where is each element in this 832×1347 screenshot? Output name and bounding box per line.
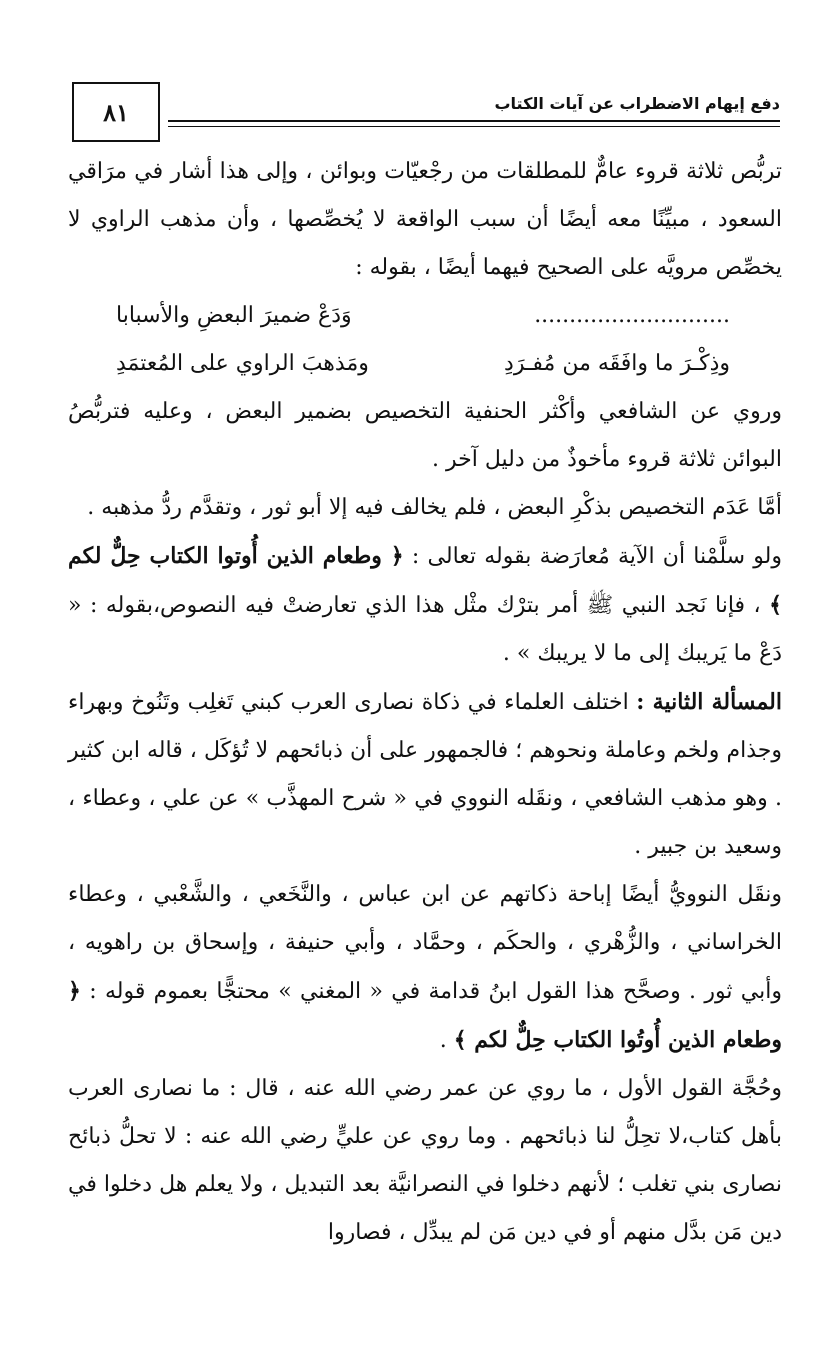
quran-verse: ﴿ وطعام الذين أُوتوا الكتاب حِلٌّ لكم ﴾ [68,543,782,618]
verse-hemistich-left: ومَذهبَ الراوي على المُعتمَدِ [116,351,369,376]
paragraph: وحُجَّة القول الأول ، ما روي عن عمر رضي الله عنه ، قال : ما نصارى العرب بأهل كتاب،لا تحِلُّ لنا ذبائحهم . وما روي عن عليٍّ رضي الله عنه : لا تحلُّ ذبائح نصارى بني تغلب ؛ لأنهم دخلوا في النصرانيَّة بعد التبديل ، ولا يعلم هل دخلوا في دين مَن بدَّل منهم أو في دين مَن لم يبدِّل ، فصاروا [68,1076,782,1245]
paragraph: أمَّا عَدَم التخصيص بذكْرِ البعض ، فلم يخالف فيه إلا أبو ثور ، وتقدَّم ردُّ مذهبه . [87,495,782,520]
header-rule-thick [168,120,780,122]
verse-hemistich-right: وذِكْـرَ ما وافَقَه من مُفـرَدِ [504,351,730,376]
verse-line-2 [68,340,782,388]
verse-hemistich-right: ............................ [534,303,730,328]
paragraph: وروي عن الشافعي وأكْثر الحنفية التخصيص بضمير البعض ، وعليه فتربُّصُ البوائن ثلاثة قروء مأخوذٌ من دليل آخر . [68,399,782,472]
paragraph [68,532,782,678]
running-title: دفع إيهام الاضطراب عن آيات الكتاب [494,94,780,113]
quran-verse: ﴿ وطعام الذين أُوتُوا الكتاب حِلٌّ لكم ﴾ [68,978,782,1053]
page-body [68,148,782,1257]
paragraph-text: اختلف العلماء في ذكاة نصارى العرب كبني تَغلِب وتَنُوخ وبهراء وجذام ولخم وعاملة ونحوهم ؛ فالجمهور على أن ذبائحهم لا تُؤكَل ، قاله ابن كثير . وهو مذهب الشافعي ، ونقَله النووي في « شرح المهذَّب » عن علي ، وعطاء ، وسعيد بن جبير . [68,690,782,859]
paragraph-text: ولو سلَّمْنا أن الآية مُعارَضة بقوله تعالى : [411,544,782,569]
page-header [72,78,780,148]
paragraph [68,871,782,1065]
paragraph-text: . [439,1028,447,1053]
page-number: ٨١ [103,97,129,127]
header-rule-thin [168,126,780,127]
verse-hemistich-left: وَدَعْ ضميرَ البعضِ والأسبابا [116,303,352,328]
page-number-box [72,82,160,142]
section-heading: المسألة الثانية : [636,689,782,715]
verse-line-1 [68,292,782,340]
paragraph-text: ونقَل النوويُّ أيضًا إباحة ذكاتهم عن ابن عباس ، والنَّخَعي ، والشَّعْبي ، وعطاء الخراساني ، والزُّهْري ، والحكَم ، وحمَّاد ، وأبي حنيفة ، وإسحاق بن راهويه ، وأبي ثور . وصحَّح هذا القول ابنُ قدامة في « المغني » محتجًّا بعموم قوله : [68,882,782,1004]
paragraph: تربُّص ثلاثة قروء عامٌّ للمطلقات من رجْعيّات وبوائن ، وإلى هذا أشار في مرَاقي السعود ، مبيِّنًا معه أيضًا أن سبب الواقعة لا يُخصِّصها ، وأن مذهب الراوي لا يخصِّص مرويَّه على الصحيح فيهما أيضًا ، بقوله : [68,159,782,280]
paragraph-text: ، فإنا نَجد النبي ﷺ أمر بترْك مثْل هذا الذي تعارضتْ فيه النصوص،بقوله : « دَعْ ما يَريبك إلى ما لا يريبك » . [68,593,782,666]
paragraph [68,678,782,871]
